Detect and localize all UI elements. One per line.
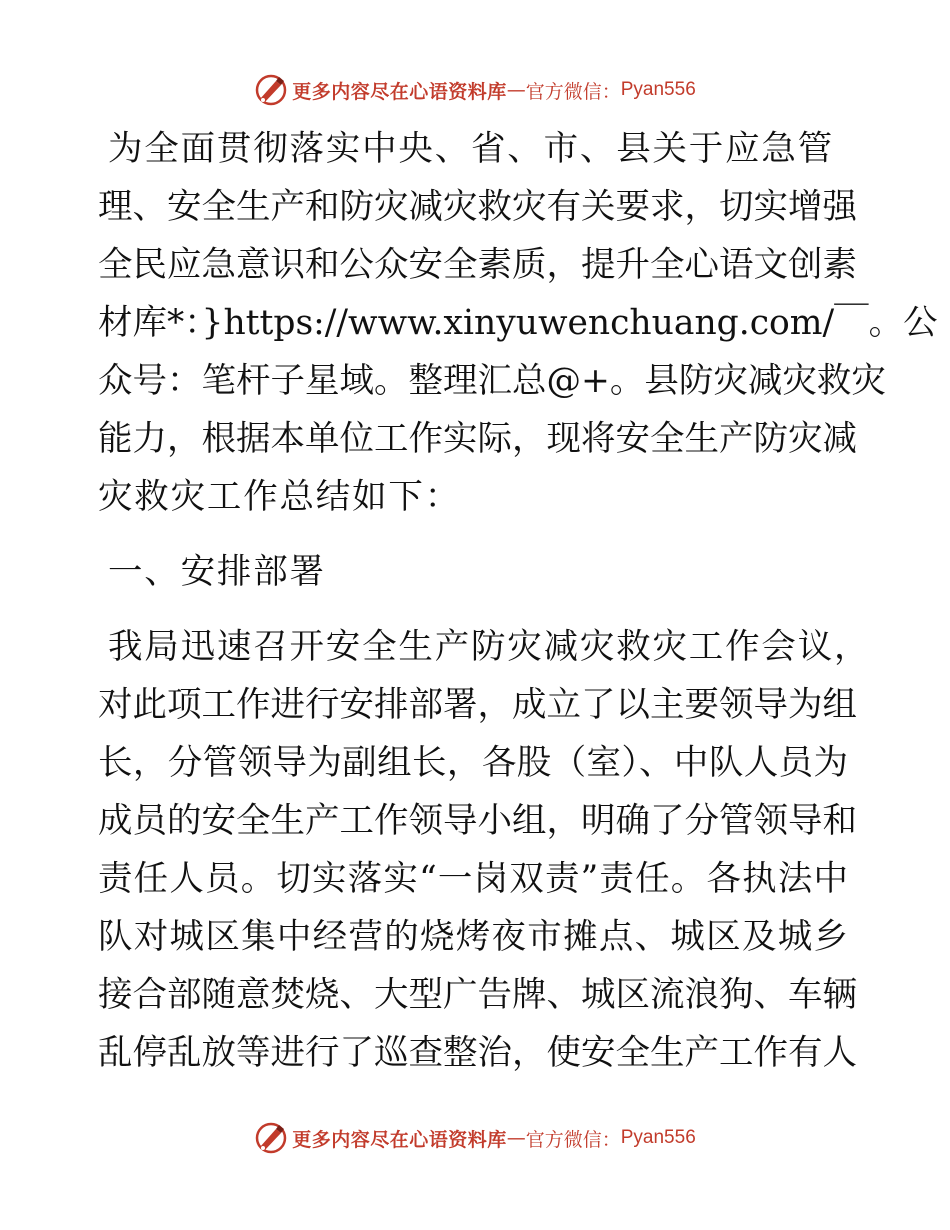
section-heading-1: 一、安排部署 xyxy=(108,552,326,592)
watermark-footer xyxy=(0,1118,950,1158)
paragraph-1-line-4: 材库*：}https://www.xinyuwenchuang.com/￣。公 xyxy=(98,303,938,343)
watermark-wechat-id: Pyan556 xyxy=(620,79,696,100)
watermark-main-text: 更多内容尽在心语资料库 xyxy=(292,1128,507,1151)
pen-logo-icon xyxy=(254,73,288,107)
paragraph-2-line-7: 接合部随意焚烧、大型广告牌、城区流浪狗、车辆 xyxy=(98,975,857,1015)
watermark-wechat-label: 官方微信： xyxy=(525,1128,621,1151)
watermark-wechat-id: Pyan556 xyxy=(620,1127,696,1148)
paragraph-2-line-2: 对此项工作进行安排部署，成立了以主要领导为组 xyxy=(98,685,857,725)
paragraph-1-line-1: 为全面贯彻落实中央、省、市、县关于应急管 xyxy=(108,129,834,169)
watermark-wechat-label: 官方微信： xyxy=(525,80,621,103)
paragraph-2-line-5: 责任人员。切实落实“一岗双责”责任。各执法中 xyxy=(98,859,848,899)
watermark-separator: — xyxy=(506,1127,526,1149)
paragraph-1-line-6: 能力，根据本单位工作实际，现将安全生产防灾减 xyxy=(98,419,857,459)
paragraph-1-line-3: 全民应急意识和公众安全素质，提升全心语文创素 xyxy=(98,245,857,285)
watermark-header xyxy=(0,70,950,110)
pen-logo-icon xyxy=(254,1121,288,1155)
paragraph-2-line-8: 乱停乱放等进行了巡查整治，使安全生产工作有人 xyxy=(98,1033,857,1073)
paragraph-1-line-5: 众号：笔杆子星域。整理汇总@+。县防灾减灾救灾 xyxy=(98,361,886,401)
paragraph-2-line-1: 我局迅速召开安全生产防灾减灾救灾工作会议， xyxy=(108,627,871,667)
paragraph-2-line-4: 成员的安全生产工作领导小组，明确了分管领导和 xyxy=(98,801,857,841)
watermark-separator: — xyxy=(506,79,526,101)
paragraph-2-line-6: 队对城区集中经营的烧烤夜市摊点、城区及城乡 xyxy=(98,917,848,957)
paragraph-1-line-7: 灾救灾工作总结如下： xyxy=(98,477,461,517)
paragraph-2-line-3: 长，分管领导为副组长，各股（室）、中队人员为 xyxy=(98,743,848,783)
watermark-main-text: 更多内容尽在心语资料库 xyxy=(292,80,507,103)
paragraph-1-line-2: 理、安全生产和防灾减灾救灾有关要求，切实增强 xyxy=(98,187,857,227)
